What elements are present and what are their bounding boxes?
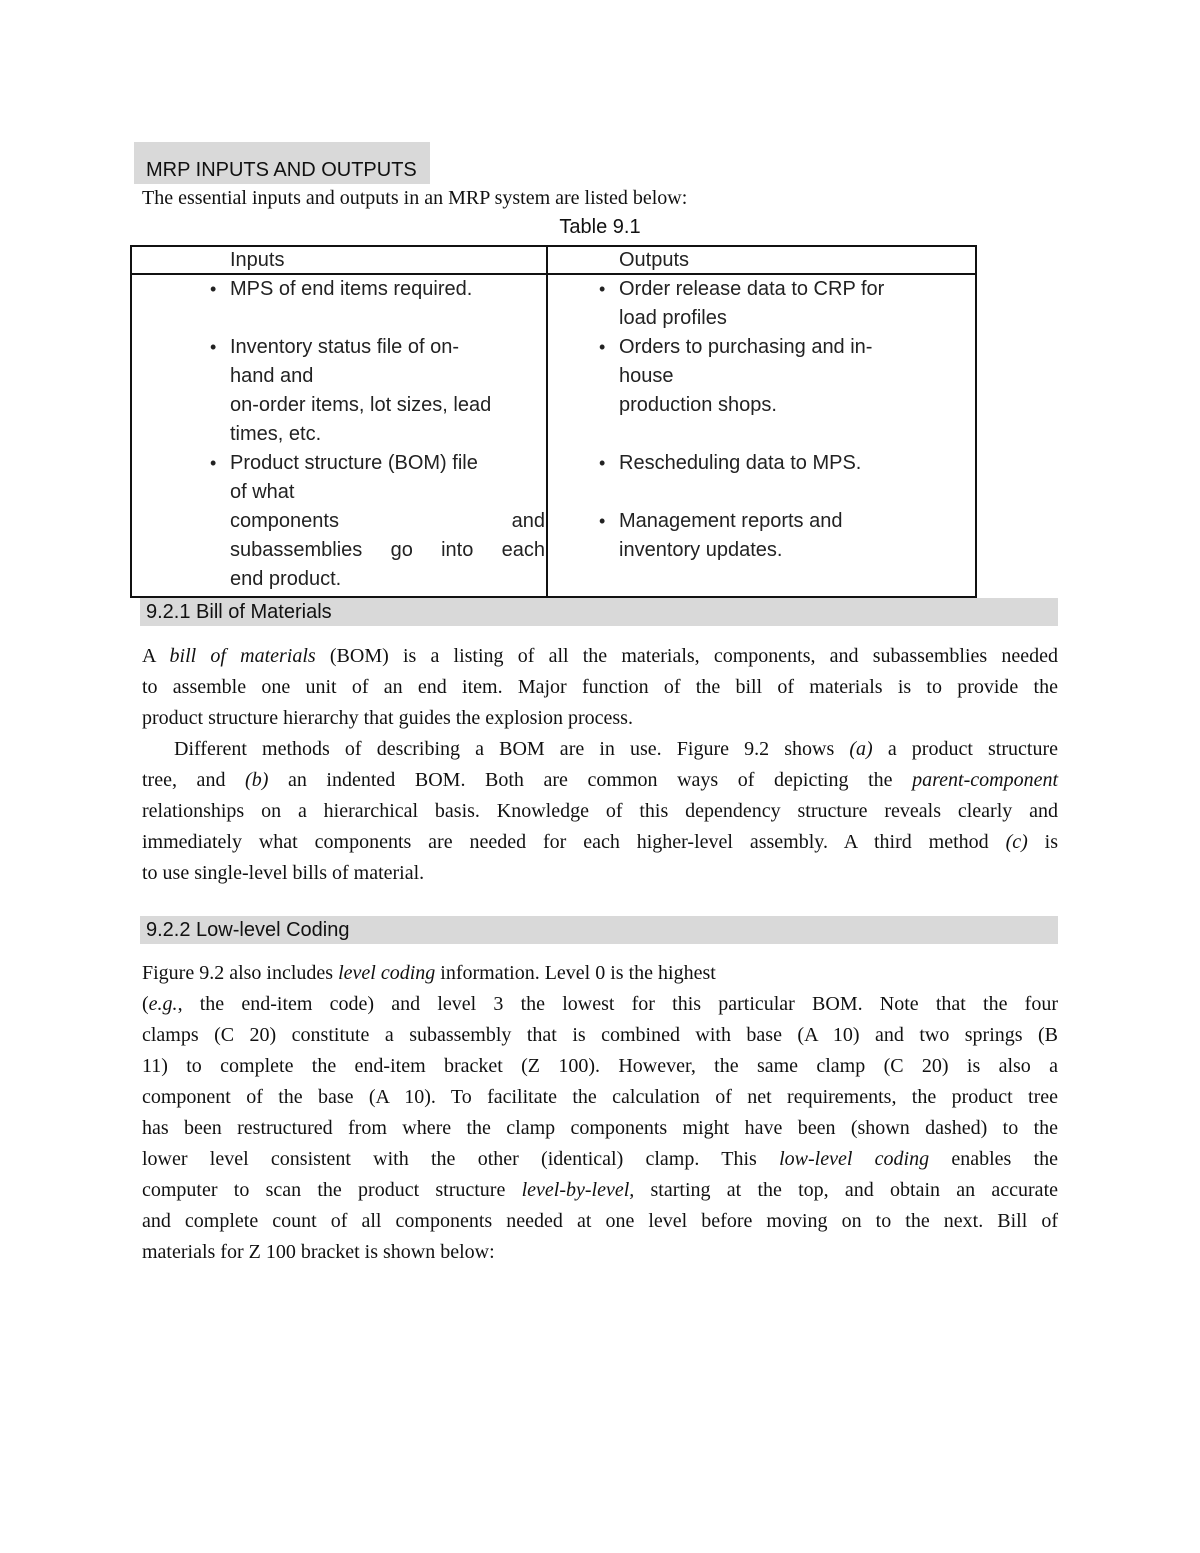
input-line: hand and [230,365,314,387]
para-line: tree, and (b) an indented BOM. Both are common ways of depicting the parent-component [142,769,1058,791]
low-level-coding-paragraph [142,958,1058,1268]
page-heading: MRP INPUTS AND OUTPUTS [146,159,417,181]
section-title-bom: 9.2.1 Bill of Materials [146,601,332,623]
input-item [210,275,545,333]
input-item [210,449,545,594]
inputs-cell [210,275,545,594]
para-line: product structure hierarchy that guides the explosion process. [142,707,633,729]
output-line: Orders to purchasing and in- [619,336,873,358]
input-line: subassemblies go into each [230,539,545,561]
output-line: Order release data to CRP for [619,278,885,300]
para-line: and complete count of all components needed at one level before moving on to the next. Bill of [142,1210,1058,1232]
para-line: to assemble one unit of an end item. Major function of the bill of materials is to provide the [142,676,1058,698]
input-line: components and [230,510,545,532]
bom-paragraph [142,641,1058,889]
para-line: computer to scan the product structure level-by-level, starting at the top, and obtain an accurate [142,1179,1058,1201]
bullet-icon: • [599,453,606,473]
para-line: materials for Z 100 bracket is shown below: [142,1241,495,1263]
input-line: Inventory status file of on- [230,336,460,358]
input-line: of what [230,481,295,503]
input-line: end product. [230,568,342,590]
output-item [599,449,964,507]
bullet-icon: • [210,279,217,299]
input-line: on-order items, lot sizes, lead [230,394,492,416]
output-line: inventory updates. [619,539,783,561]
section-title-low-level-coding: 9.2.2 Low-level Coding [146,919,350,941]
output-line: Management reports and [619,510,843,532]
para-line: clamps (C 20) constitute a subassembly that is combined with base (A 10) and two springs (B [142,1024,1058,1046]
input-line: MPS of end items required. [230,278,473,300]
para-line: Different methods of describing a BOM are in use. Figure 9.2 shows (a) a product structure [174,738,1058,760]
table-caption: Table 9.1 [559,216,641,238]
output-line: house [619,365,674,387]
bullet-icon: • [210,453,217,473]
output-line: Rescheduling data to MPS. [619,452,862,474]
para-line: to use single-level bills of material. [142,862,425,884]
inputs-header: Inputs [230,249,285,271]
output-line: production shops. [619,394,777,416]
outputs-cell [599,275,964,565]
para-line: immediately what components are needed for each higher-level assembly. A third method (c) is [142,831,1058,853]
para-line: A bill of materials (BOM) is a listing of all the materials, components, and subassemblies needed [142,645,1058,667]
outputs-header: Outputs [619,249,690,271]
para-line: Figure 9.2 also includes level coding information. Level 0 is the highest [142,962,716,984]
output-line: load profiles [619,307,727,329]
mrp-table [130,245,977,598]
para-line: lower level consistent with the other (identical) clamp. This low-level coding enables the [142,1148,1059,1170]
para-line: (e.g., the end-item code) and level 3 the lowest for this particular BOM. Note that the four [142,993,1058,1015]
bullet-icon: • [599,279,606,299]
para-line: relationships on a hierarchical basis. Knowledge of this dependency structure reveals clearly and [142,800,1058,822]
bullet-icon: • [599,337,606,357]
bullet-icon: • [599,511,606,531]
para-line: has been restructured from where the clamp components might have been (shown dashed) to the [142,1117,1058,1139]
input-line: times, etc. [230,423,322,445]
intro-text: The essential inputs and outputs in an MRP system are listed below: [142,187,688,209]
table-column-divider [546,247,548,596]
output-item [599,333,964,449]
output-item [599,507,964,565]
para-line: 11) to complete the end-item bracket (Z 100). However, the same clamp (C 20) is also a [142,1055,1058,1077]
para-line: component of the base (A 10). To facilitate the calculation of net requirements, the product tree [142,1086,1058,1108]
bullet-icon: • [210,337,217,357]
input-item [210,333,545,449]
input-line: Product structure (BOM) file [230,452,478,474]
output-item [599,275,964,333]
